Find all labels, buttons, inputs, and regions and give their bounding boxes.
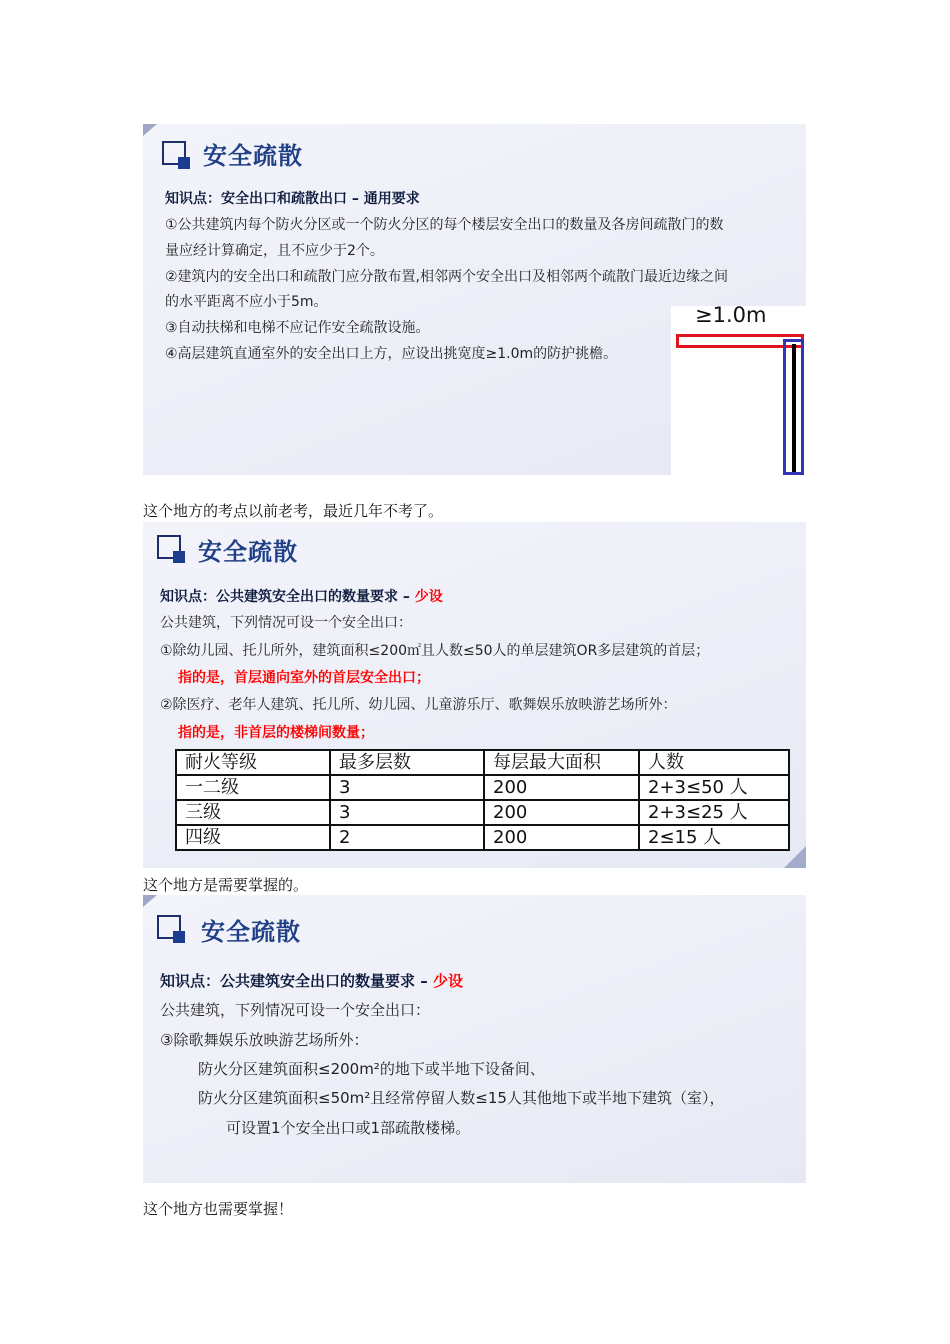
caption: 这个地方也需要掌握！ [143, 1200, 294, 1218]
text-line: 防火分区建筑面积≤50m²且经常停留人数≤15人其他地下或半地下建筑（室）， [198, 1089, 725, 1107]
text-line: ①公共建筑内每个防火分区或一个防火分区的每个楼层安全出口的数量及各房间疏散门的数 [165, 217, 724, 233]
section-logo-icon [157, 915, 185, 943]
knowledge-heading [160, 586, 443, 606]
header-cell: 人数 [639, 750, 789, 775]
text-line: 公共建筑，下列情况可设一个安全出口： [160, 1001, 431, 1019]
caption: 这个地方的考点以前老考，最近几年不考了。 [143, 502, 444, 520]
heading-highlight: 少设 [432, 972, 463, 990]
table-cell: 2≤15 人 [639, 825, 789, 850]
slide-title: 安全疏散 [203, 142, 303, 170]
text-line: ③除歌舞娱乐放映游艺场所外： [160, 1031, 369, 1049]
text-line: 的水平距离不应小于5m。 [165, 294, 328, 310]
caption: 这个地方是需要掌握的。 [143, 876, 309, 894]
heading-highlight: 少设 [414, 589, 443, 605]
section-logo-icon [162, 141, 190, 169]
text-line: 公共建筑，下列情况可设一个安全出口： [160, 615, 412, 631]
table-row [176, 800, 789, 825]
text-line: ④高层建筑直通室外的安全出口上方，应设出挑宽度≥1.0m的防护挑檐。 [165, 346, 618, 362]
table-cell: 一二级 [176, 775, 330, 800]
text-line: ②建筑内的安全出口和疏散门应分散布置,相邻两个安全出口及相邻两个疏散门最近边缘之间 [165, 269, 728, 285]
corner-decoration [143, 124, 157, 136]
fire-rating-table [175, 749, 790, 851]
table-cell: 2+3≤25 人 [639, 800, 789, 825]
knowledge-heading [160, 970, 463, 991]
text-line: ③自动扶梯和电梯不应记作安全疏散设施。 [165, 320, 430, 336]
table-cell: 三级 [176, 800, 330, 825]
heading-text: 知识点：公共建筑安全出口的数量要求 – [160, 589, 415, 605]
header-cell: 每层最大面积 [484, 750, 639, 775]
canopy-diagram [671, 303, 806, 475]
table-cell: 3 [330, 775, 484, 800]
table-cell: 3 [330, 800, 484, 825]
slide-title: 安全疏散 [201, 918, 301, 946]
text-line: ②除医疗、老年人建筑、托儿所、幼儿园、儿童游乐厅、歌舞娱乐放映游艺场所外： [160, 697, 677, 713]
note-line: 指的是，非首层的楼梯间数量； [178, 725, 374, 741]
corner-decoration [784, 846, 806, 868]
slide-exit-count-requirements [143, 522, 806, 868]
table-header-row [176, 750, 789, 775]
text-line: 防火分区建筑面积≤200m²的地下或半地下设备间、 [198, 1060, 545, 1078]
canopy-width-label: ≥1.0m [695, 303, 767, 327]
table-cell: 200 [484, 800, 639, 825]
section-logo-icon [157, 535, 185, 563]
text-line: 可设置1个安全出口或1部疏散楼梯。 [226, 1119, 471, 1137]
note-line: 指的是，首层通向室外的首层安全出口； [178, 670, 430, 686]
header-cell: 耐火等级 [176, 750, 330, 775]
corner-decoration [143, 895, 157, 907]
text-line: ①除幼儿园、托儿所外，建筑面积≤200㎡且人数≤50人的单层建筑OR多层建筑的首层； [160, 643, 710, 659]
table-cell: 2 [330, 825, 484, 850]
wall-line [792, 344, 796, 472]
table-cell: 2+3≤50 人 [639, 775, 789, 800]
table-row [176, 825, 789, 850]
table-cell: 200 [484, 775, 639, 800]
table-cell: 四级 [176, 825, 330, 850]
header-cell: 最多层数 [330, 750, 484, 775]
slide-exit-count-requirements-2 [143, 895, 806, 1183]
table-row [176, 775, 789, 800]
heading-text: 知识点：公共建筑安全出口的数量要求 – [160, 972, 433, 990]
table-cell: 200 [484, 825, 639, 850]
knowledge-heading: 知识点：安全出口和疏散出口 – 通用要求 [165, 191, 420, 207]
text-line: 量应经计算确定，且不应少于2个。 [165, 243, 384, 259]
slide-title: 安全疏散 [198, 538, 298, 566]
